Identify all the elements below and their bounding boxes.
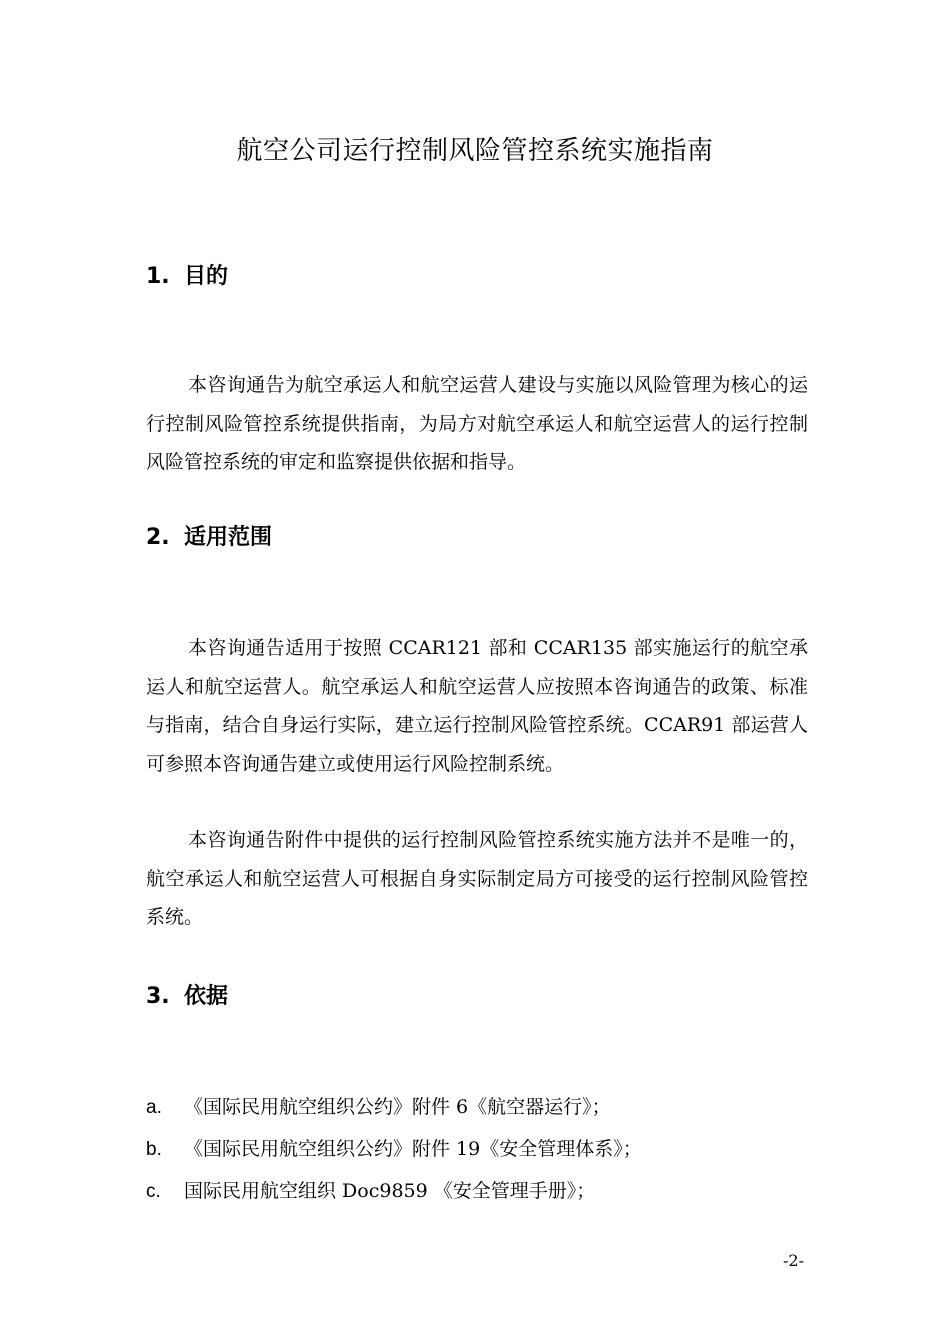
list-item xyxy=(146,1174,808,1216)
section-heading-basis xyxy=(146,982,228,1012)
list-marker: a. xyxy=(146,1097,162,1118)
reference-text: 《国际民用航空组织公约》附件 6《航空器运行》； xyxy=(184,1096,611,1118)
document-title: 航空公司运行控制风险管控系统实施指南 xyxy=(236,136,714,166)
section-title: 适用范围 xyxy=(184,525,273,550)
section-heading-scope xyxy=(146,523,272,553)
section-number: 2. xyxy=(146,525,170,550)
list-item xyxy=(146,1090,808,1132)
section-title: 依据 xyxy=(184,984,229,1009)
section-number: 3. xyxy=(146,984,170,1009)
reference-text: 国际民用航空组织 Doc9859 《安全管理手册》； xyxy=(184,1180,596,1202)
section-title: 目的 xyxy=(184,264,229,289)
reference-list xyxy=(146,1090,808,1216)
list-item xyxy=(146,1132,808,1174)
list-marker: c. xyxy=(146,1181,161,1202)
scope-paragraph-2: 本咨询通告附件中提供的运行控制风险管控系统实施方法并不是唯一的，航空承运人和航空运营人可根据自身实际制定局方可接受的运行控制风险管控系统。 xyxy=(146,829,808,928)
scope-paragraph-1: 本咨询通告适用于按照 CCAR121 部和 CCAR135 部实施运行的航空承运人和航空运营人。航空承运人和航空运营人应按照本咨询通告的政策、标准与指南，结合自身运行实际，建立运行控制风险管控系统。CCAR91 部运营人可参照本咨询通告建立或使用运行风险控制系统。 xyxy=(146,637,808,775)
section-number: 1. xyxy=(146,264,170,289)
purpose-paragraph: 本咨询通告为航空承运人和航空运营人建设与实施以风险管理为核心的运行控制风险管控系统提供指南，为局方对航空承运人和航空运营人的运行控制风险管控系统的审定和监察提供依据和指导。 xyxy=(146,374,808,473)
reference-text: 《国际民用航空组织公约》附件 19《安全管理体系》； xyxy=(184,1138,642,1160)
page-number: -2- xyxy=(783,1251,804,1270)
list-marker: b. xyxy=(146,1139,162,1160)
section-heading-purpose xyxy=(146,262,228,292)
